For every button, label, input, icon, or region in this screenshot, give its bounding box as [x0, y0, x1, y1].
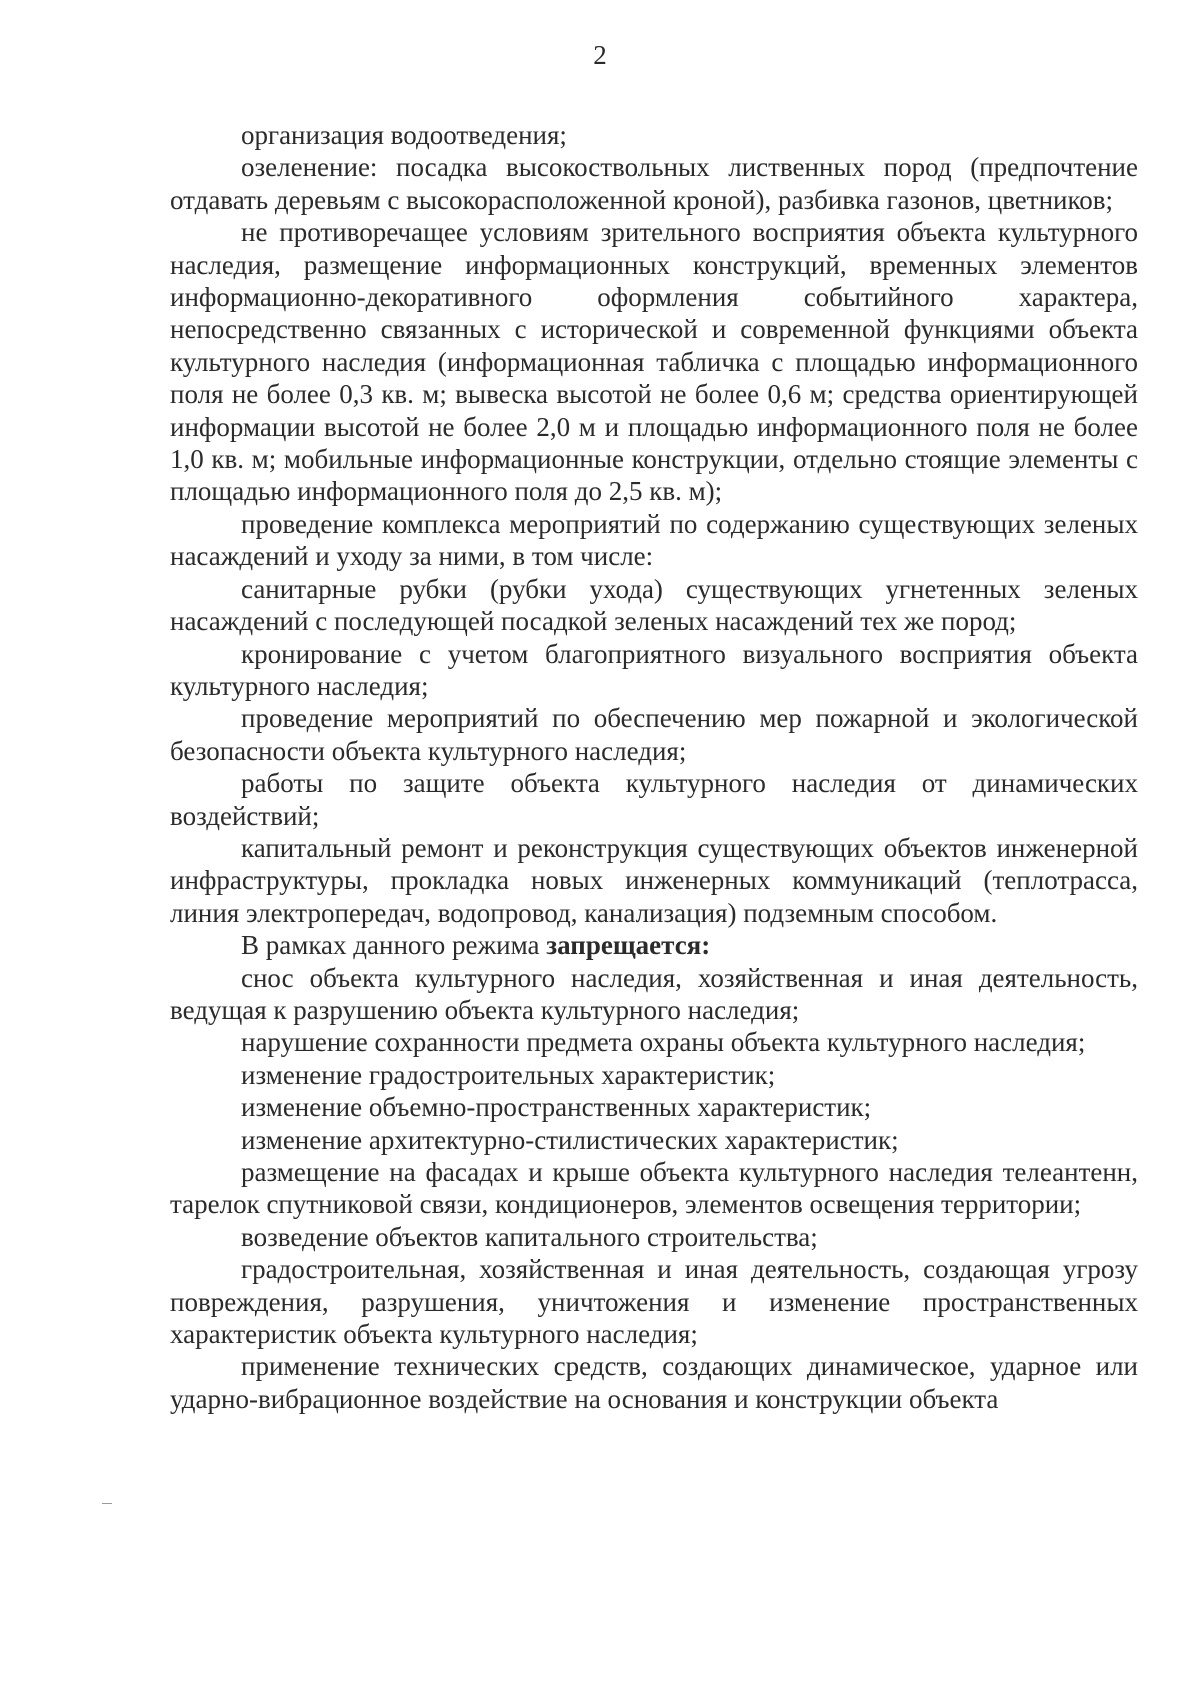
paragraph-utilities: капитальный ремонт и реконструкция существующих объектов инженерной инфраструктуры, прокладка новых инженерных коммуникаций (теплотрасса, линия электропередач, водопровод, канализация) подземным способом. — [170, 832, 1138, 928]
paragraph-information-structures: не противоречащее условиям зрительного восприятия объекта культурного наследия, размещение информационных конструкций, временных элементов информационно-декоративного оформления событийного характера, непосредственно связанных с исторической и современной функциями объекта культурного наследия (информационная табличка с площадью информационного поля не более 0,3 кв. м; вывеска высотой не более 0,6 м; средства ориентирующей информации высотой не более 2,0 м и площадью информационного поля не более 1,0 кв. м; мобильные информационные конструкции, отдельно стоящие элементы с площадью информационного поля до 2,5 кв. м); — [170, 217, 1138, 507]
prohibition-architectural-characteristics: изменение архитектурно-стилистических характеристик; — [241, 1124, 899, 1155]
paragraph-green-maintenance: проведение комплекса мероприятий по содержанию существующих зеленых насаждений и уходу за ними, в том числе: — [170, 508, 1138, 572]
paragraph-crown-pruning: кронирование с учетом благоприятного визуального восприятия объекта культурного наследия; — [170, 638, 1138, 701]
paragraph-dynamic-protection: работы по защите объекта культурного наследия от динамических воздействий; — [170, 768, 1138, 831]
prohibition-demolition: снос объекта культурного наследия, хозяйственная и иная деятельность, ведущая к разрушению объекта культурного наследия; — [170, 962, 1138, 1025]
prohibition-intro-bold: запрещается: — [546, 930, 711, 961]
paragraph-sanitary-felling: санитарные рубки (рубки ухода) существующих угнетенных зеленых насаждений с последующей посадкой зеленых насаждений тех же пород; — [170, 573, 1138, 637]
prohibition-urban-characteristics: изменение градостроительных характеристик; — [241, 1059, 776, 1090]
prohibition-volume-characteristics: изменение объемно-пространственных характеристик; — [241, 1092, 872, 1123]
paragraph-fire-safety: проведение мероприятий по обеспечению мер пожарной и экологической безопасности объекта культурного наследия; — [170, 703, 1138, 766]
paragraph-landscaping: озеленение: посадка высокоствольных лиственных пород (предпочтение отдавать деревьям с высокорасположенной кроной), разбивка газонов, цветников; — [170, 152, 1138, 215]
prohibition-intro — [170, 929, 1138, 961]
paragraph-drainage: организация водоотведения; — [241, 120, 567, 150]
prohibition-capital-construction: возведение объектов капитального строительства; — [241, 1221, 818, 1252]
page-number: 2 — [593, 40, 607, 70]
prohibition-threatening-activity: градостроительная, хозяйственная и иная деятельность, создающая угрозу повреждения, разрушения, уничтожения и изменение пространственных характеристик объекта культурного наследия; — [170, 1254, 1138, 1350]
prohibition-intro-text: В рамках данного режима — [241, 930, 547, 961]
scan-artifact-mark — [102, 1503, 112, 1504]
prohibition-protection-subject: нарушение сохранности предмета охраны объекта культурного наследия; — [241, 1027, 1086, 1058]
document-body — [170, 119, 1138, 1415]
prohibition-dynamic-impact: применение технических средств, создающих динамическое, ударное или ударно-вибрационное воздействие на основания и конструкции объекта — [170, 1351, 1138, 1414]
prohibition-facade-equipment: размещение на фасадах и крыше объекта культурного наследия телеантенн, тарелок спутниковой связи, кондиционеров, элементов освещения территории; — [170, 1157, 1138, 1220]
